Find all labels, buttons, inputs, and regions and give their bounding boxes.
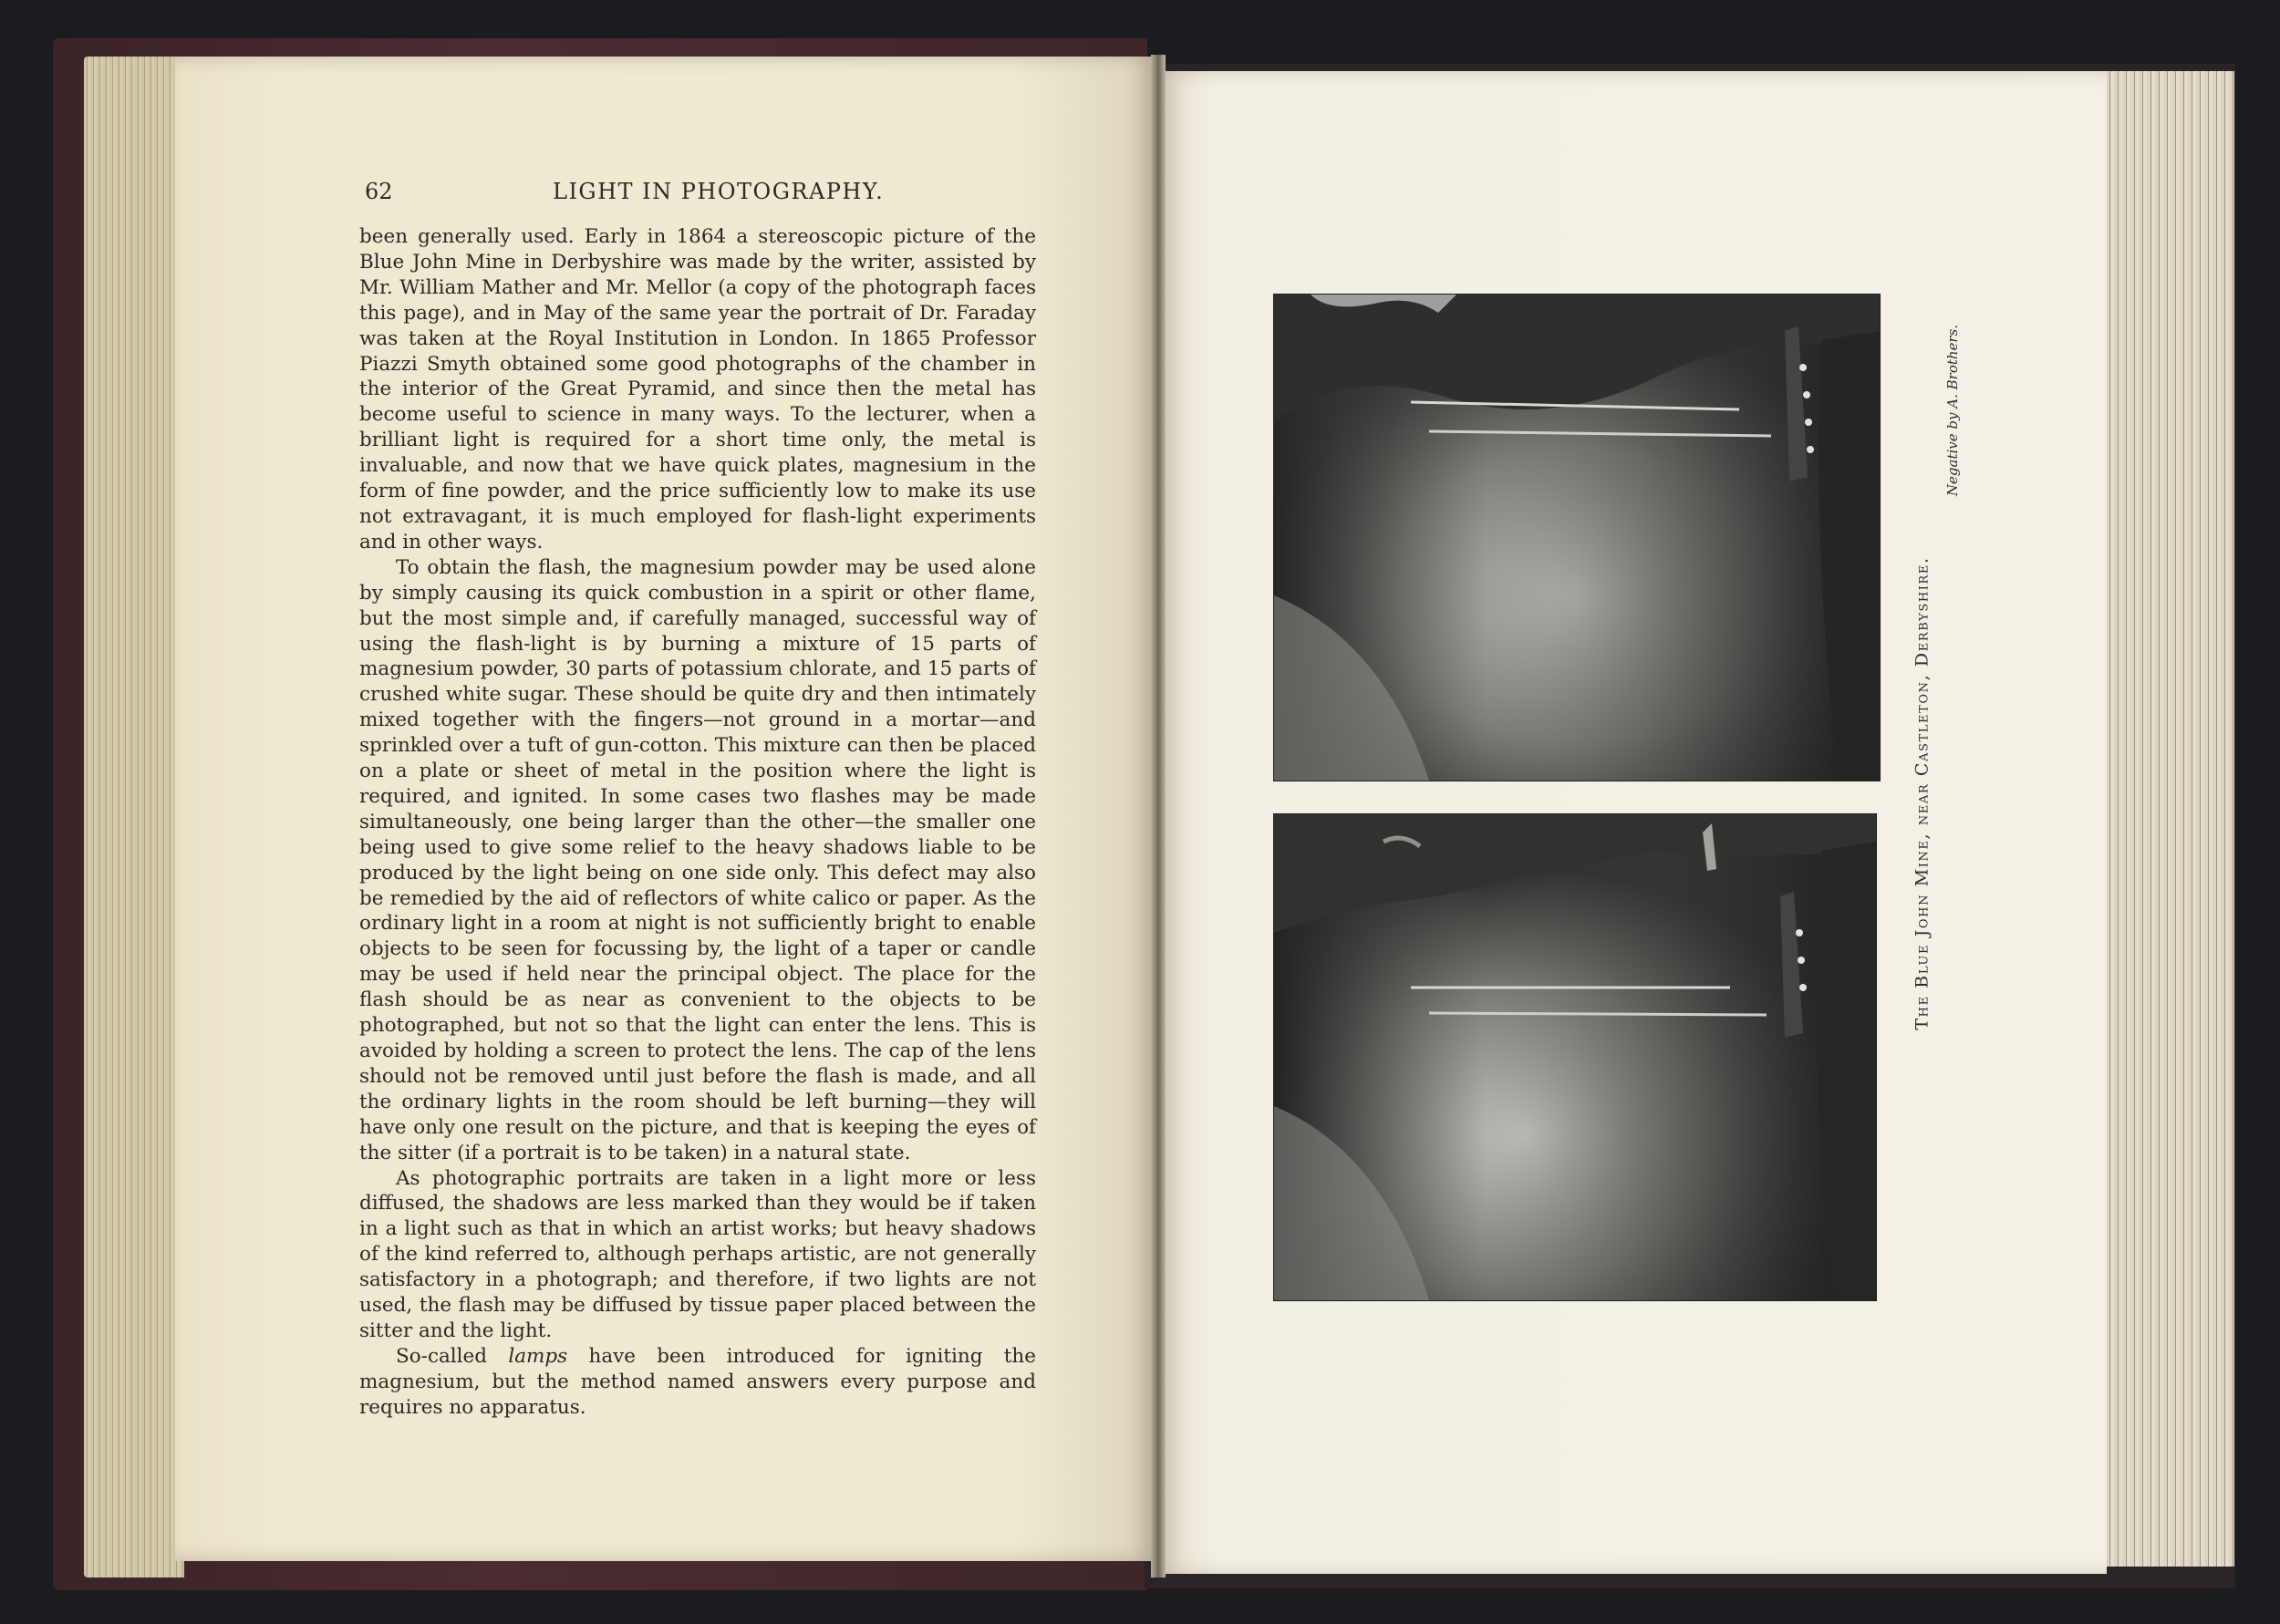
caption-container [1904,547,1941,1040]
running-title: LIGHT IN PHOTOGRAPHY. [553,179,885,204]
running-head [365,179,1040,210]
cave-image [1274,295,1880,781]
photo-credit: Negative by A. Brothers. [1944,324,1962,497]
plate-caption: The Blue John Mine, near Castleton, Derbyshire. [1912,556,1933,1030]
paragraph-rest: have been introduced for igniting the magnesium, but the method named answers every purpose and requires no apparatus. [359,1344,1036,1419]
paragraph: As photographic portraits are taken in a light more or less diffused, the shadows are less marked than they would be if taken in a light such as that in which an artist works; but heavy shadows of the kind referred to, although perhaps artistic, are not generally satisfactory in a photograph; and therefore, if two lights are not used, the flash may be diffused by tissue paper placed between the sitter and the light. [359,1166,1036,1342]
credit-container [1934,310,1971,511]
cave-image [1274,814,1876,1300]
book-gutter [1151,55,1166,1577]
page-number: 62 [365,179,393,204]
mine-photograph-top [1273,294,1881,781]
mine-photograph-bottom [1273,813,1877,1301]
body-text [359,224,1036,1421]
page-edges-right [2098,71,2234,1567]
paragraph: To obtain the flash, the magnesium powder may be used alone by simply causing its quick combustion in a spirit or other flame, but the most simple and, if carefully managed, successful way of using the flash-light is by burning a mixture of 15 parts of magnesium powder, 30 parts of potassium chlorate, and 15 parts of crushed white sugar. These should be quite dry and then intimately mixed together with the fingers—not ground in a mortar—and sprinkled over a tuft of gun-cotton. This mixture can then be placed on a plate or sheet of metal in the position where the light is required, and ignited. In some cases two flashes may be made simultaneously, one being larger than the other—the smaller one being used to give some relief to the heavy shadows liable to be produced by the light being on one side only. This defect may also be remedied by the aid of reflectors of white calico or paper. As the ordinary light in a room at night is not sufficiently bright to enable objects to be seen for focussing by, the light of a taper or candle may be used if held near the principal object. The place for the flash should be as near as convenient to the objects to be photographed, but not so that the light can enter the lens. This is avoided by holding a screen to protect the lens. The cap of the lens should not be removed until just before the flash is made, and all the ordinary lights in the room should be left burning—they will have only one result on the picture, and that is keeping the eyes of the sitter (if a portrait is to be taken) in a natural state. [359,555,1036,1164]
paragraph-lead: So-called [396,1344,509,1368]
paragraph: been generally used. Early in 1864 a stereoscopic picture of the Blue John Mine in Derbyshire was made by the writer, assisted by Mr. William Mather and Mr. Mellor (a copy of the photograph faces this page), and in May of the same year the portrait of Dr. Faraday was taken at the Royal Institution in London. In 1865 Professor Piazzi Smyth obtained some good photographs of the chamber in the interior of the Great Pyramid, and since then the metal has become useful to science in many ways. To the lecturer, when a brilliant light is required for a short time only, the metal is invaluable, and now that we have quick plates, magnesium in the form of fine powder, and the price sufficiently low to make its use not extravagant, it is much employed for flash-light experiments and in other ways. [359,225,1036,553]
paragraph-last [359,1344,1036,1421]
italic-term: lamps [508,1344,568,1368]
page-edges-left [84,57,184,1577]
